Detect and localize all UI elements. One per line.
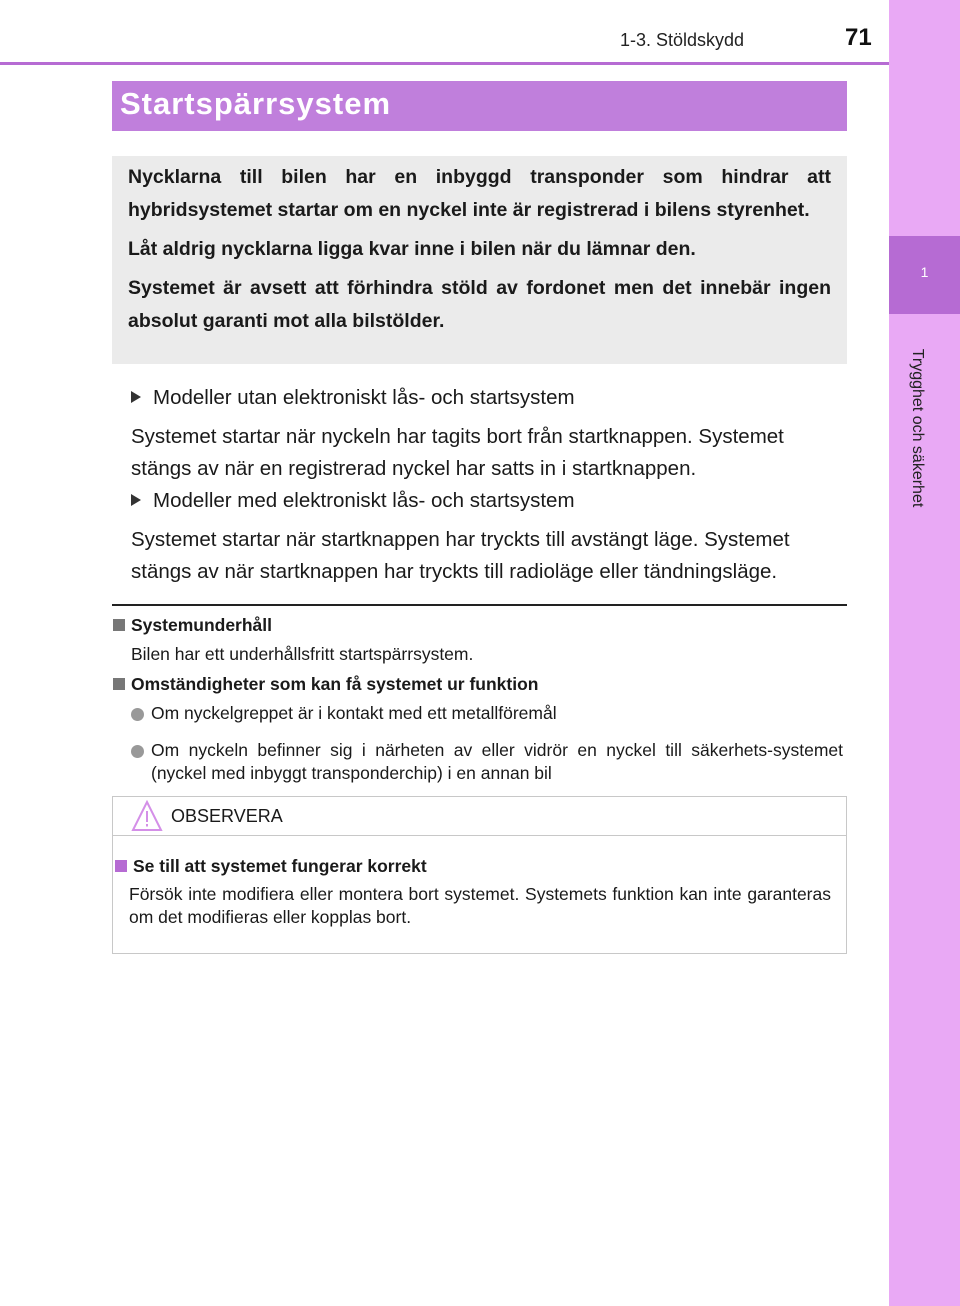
circle-bullet-icon (131, 708, 144, 721)
chapter-sidebar (889, 0, 960, 1306)
note-heading-text: Systemunderhåll (131, 615, 273, 635)
chapter-number-tab[interactable]: 1 (889, 236, 960, 314)
circle-bullet-icon (131, 745, 144, 758)
caution-heading-text: Se till att systemet fungerar korrekt (133, 856, 427, 876)
list-item-text: Om nyckelgreppet är i kontakt med ett metallföremål (151, 703, 557, 723)
intro-box (112, 156, 847, 364)
square-bullet-icon (113, 678, 125, 690)
section-paragraph: Systemet startar när nyckeln har tagits bort från startknappen. Systemet stängs av när en registrerad nyckel har satts in i startknappen. (131, 425, 784, 480)
triangle-bullet-icon (131, 494, 141, 506)
chapter-label (907, 330, 927, 525)
intro-paragraph: Systemet är avsett att förhindra stöld av fordonet men det innebär ingen absolut garanti mot alla bilstölder. (128, 277, 831, 332)
section-heading (131, 386, 575, 410)
section-paragraph: Systemet startar när startknappen har tryckts till avstängt läge. Systemet stängs av när startknappen har tryckts till radioläge eller tändningsläge. (131, 528, 790, 583)
list-item (131, 739, 843, 785)
caution-box (112, 796, 847, 954)
page-number: 71 (845, 24, 872, 51)
section-heading (131, 489, 575, 513)
note-heading (113, 674, 538, 695)
header-rule (0, 62, 889, 65)
title-bar (112, 81, 847, 131)
caution-header (113, 797, 846, 836)
caution-label: OBSERVERA (171, 806, 283, 826)
list-item (131, 702, 843, 725)
note-text: Bilen har ett underhållsfritt startspärrsystem. (131, 644, 474, 664)
intro-paragraph: Låt aldrig nycklarna ligga kvar inne i bilen när du lämnar den. (128, 238, 696, 260)
warning-triangle-icon (131, 800, 163, 832)
intro-paragraph: Nycklarna till bilen har en inbyggd transponder som hindrar att hybridsystemet startar om en nyckel inte är registrerad i bilens styrenhet. (128, 166, 831, 221)
note-heading (113, 615, 272, 636)
triangle-bullet-icon (131, 391, 141, 403)
chapter-label-text: Trygghet och säkerhet (909, 348, 926, 507)
square-bullet-icon (113, 619, 125, 631)
list-item-text: Om nyckeln befinner sig i närheten av eller vidrör en nyckel till säkerhets-systemet (nyckel med inbyggt transponderchip) i en annan bil (151, 740, 843, 783)
caution-heading (115, 856, 427, 877)
caution-text: Försök inte modifiera eller montera bort systemet. Systemets funktion kan inte garanteras om det modifieras eller kopplas bort. (129, 884, 831, 927)
section-heading-text: Modeller utan elektroniskt lås- och startsystem (153, 386, 575, 409)
divider (112, 604, 847, 606)
section-reference: 1-3. Stöldskydd (620, 30, 745, 50)
square-bullet-icon (115, 860, 127, 872)
page-title: Startspärrsystem (120, 86, 392, 121)
section-heading-text: Modeller med elektroniskt lås- och startsystem (153, 489, 575, 512)
note-heading-text: Omständigheter som kan få systemet ur funktion (131, 674, 539, 694)
